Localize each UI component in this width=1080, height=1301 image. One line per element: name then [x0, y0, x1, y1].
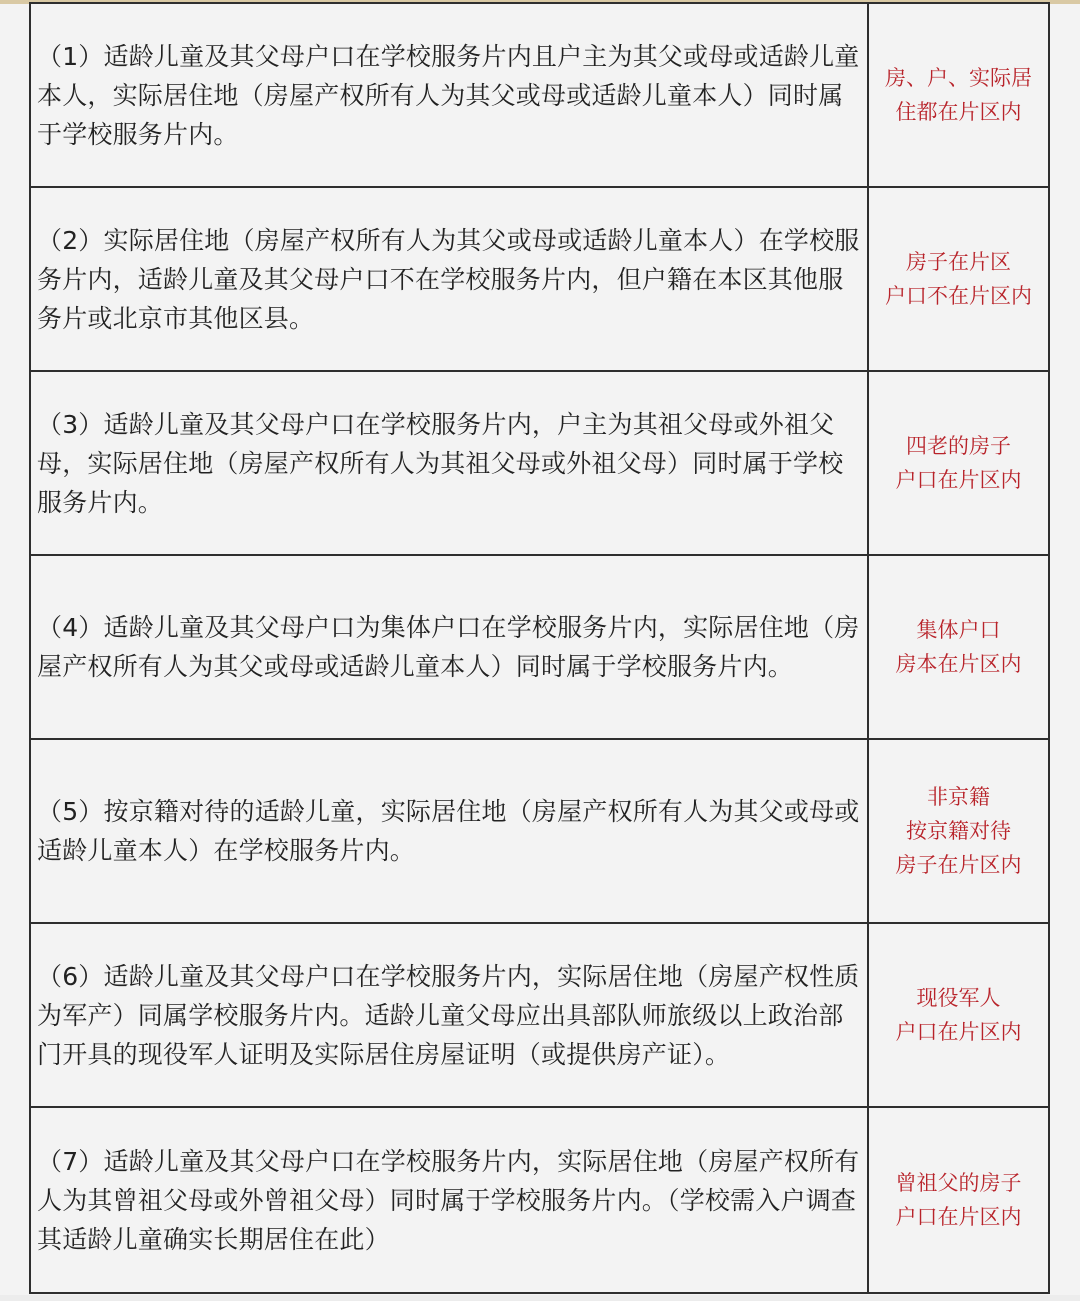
- tag-cell: [868, 3, 1049, 187]
- tag-cell: [868, 187, 1049, 371]
- rule-cell: [30, 923, 868, 1107]
- tag-line: 现役军人: [916, 986, 1001, 1010]
- table-row: [30, 187, 1049, 371]
- rule-text: （3）适龄儿童及其父母户口在学校服务片内，户主为其祖父母或外祖父母，实际居住地（房屋产权所有人为其祖父母或外祖父母）同时属于学校服务片内。: [37, 409, 844, 517]
- rule-cell: [30, 1107, 868, 1293]
- tag-line: 集体户口: [916, 618, 1001, 642]
- rule-text: （6）适龄儿童及其父母户口在学校服务片内，实际居住地（房屋产权性质为军产）同属学校服务片内。适龄儿童父母应出具部队师旅级以上政治部门开具的现役军人证明及实际居住房屋证明（或提供房产证）。: [37, 961, 860, 1069]
- tag-line: 房、户、实际居: [885, 66, 1032, 90]
- tag-cell: [868, 555, 1049, 739]
- rule-cell: [30, 739, 868, 923]
- rule-text: （2）实际居住地（房屋产权所有人为其父或母或适龄儿童本人）在学校服务片内，适龄儿童及其父母户口不在学校服务片内，但户籍在本区其他服务片或北京市其他区县。: [37, 225, 860, 333]
- rule-cell: [30, 3, 868, 187]
- tag-cell: [868, 1107, 1049, 1293]
- tag-line: 非京籍: [927, 785, 990, 809]
- rule-cell: [30, 187, 868, 371]
- tag-line: 四老的房子: [906, 434, 1011, 458]
- rule-tag: [869, 429, 1048, 497]
- tag-line: 户口在片区内: [895, 468, 1022, 492]
- rule-tag: [869, 613, 1048, 681]
- rule-text: （7）适龄儿童及其父母户口在学校服务片内，实际居住地（房屋产权所有人为其曾祖父母或外曾祖父母）同时属于学校服务片内。（学校需入户调查其适龄儿童确实长期居住在此）: [37, 1146, 860, 1254]
- rule-tag: [869, 981, 1048, 1049]
- table-row: [30, 1107, 1049, 1293]
- tag-cell: [868, 923, 1049, 1107]
- rule-tag: [869, 245, 1048, 313]
- rule-text: （4）适龄儿童及其父母户口为集体户口在学校服务片内，实际居住地（房屋产权所有人为其父或母或适龄儿童本人）同时属于学校服务片内。: [37, 613, 860, 681]
- tag-cell: [868, 739, 1049, 923]
- bottom-margin-strip: [0, 1295, 1080, 1301]
- enrollment-rules-table: [29, 2, 1050, 1294]
- table-row: [30, 923, 1049, 1107]
- table-row: [30, 3, 1049, 187]
- rule-tag: [869, 780, 1048, 882]
- tag-line: 按京籍对待: [906, 819, 1011, 843]
- tag-line: 住都在片区内: [895, 100, 1022, 124]
- table-row: [30, 555, 1049, 739]
- rule-tag: [869, 61, 1048, 129]
- rule-tag: [869, 1166, 1048, 1234]
- table-row: [30, 739, 1049, 923]
- rule-cell: [30, 555, 868, 739]
- tag-line: 户口在片区内: [895, 1205, 1022, 1229]
- tag-line: 房本在片区内: [895, 652, 1022, 676]
- tag-cell: [868, 371, 1049, 555]
- tag-line: 房子在片区内: [895, 853, 1022, 877]
- rule-cell: [30, 371, 868, 555]
- table-row: [30, 371, 1049, 555]
- tag-line: 房子在片区: [906, 250, 1011, 274]
- rule-text: （5）按京籍对待的适龄儿童，实际居住地（房屋产权所有人为其父或母或适龄儿童本人）在学校服务片内。: [37, 797, 860, 865]
- tag-line: 户口在片区内: [895, 1020, 1022, 1044]
- tag-line: 曾祖父的房子: [895, 1171, 1022, 1195]
- rule-text: （1）适龄儿童及其父母户口在学校服务片内且户主为其父或母或适龄儿童本人，实际居住地（房屋产权所有人为其父或母或适龄儿童本人）同时属于学校服务片内。: [37, 41, 860, 149]
- tag-line: 户口不在片区内: [885, 284, 1032, 308]
